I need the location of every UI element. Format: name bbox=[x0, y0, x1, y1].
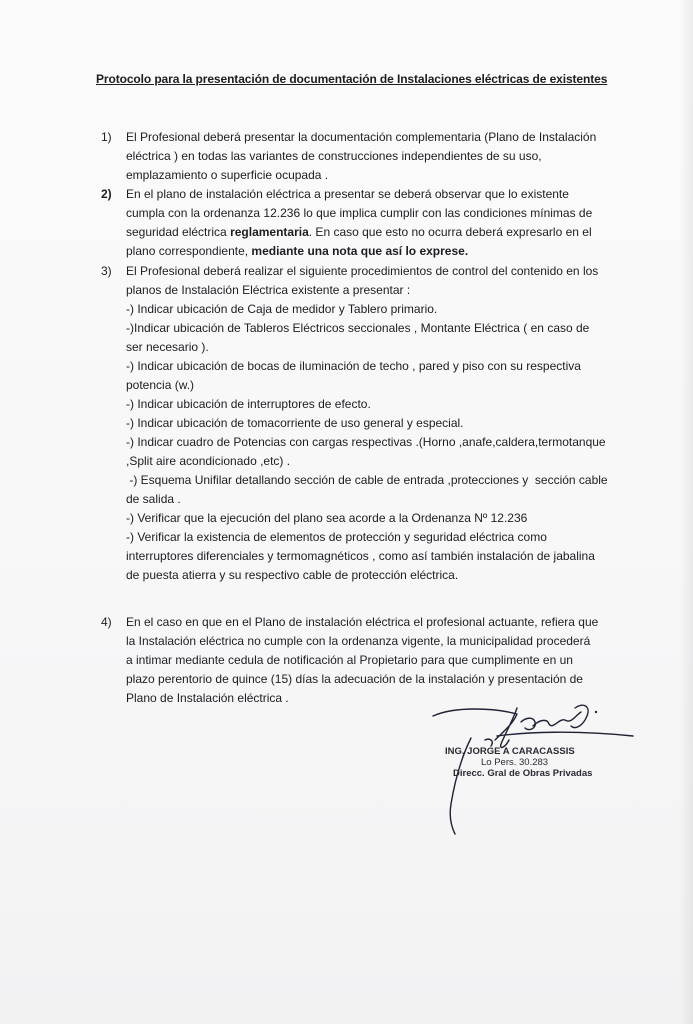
item-line: -) Esquema Unifilar detallando sección de cable de entrada ,protecciones y sección cable bbox=[126, 473, 608, 487]
item-line: cumpla con la ordenanza 12.236 lo que implica cumplir con las condiciones mínimas de bbox=[126, 206, 593, 220]
item-line: -) Indicar ubicación de interruptores de efecto. bbox=[126, 397, 371, 411]
item-line: potencia (w.) bbox=[126, 378, 195, 392]
signature-registration: Lo Pers. 30.283 bbox=[481, 757, 549, 768]
list-item-1 bbox=[101, 128, 606, 185]
item-line: El Profesional deberá presentar la documentación complementaria (Plano de Instalación bbox=[126, 130, 597, 144]
item-line: En el caso en que en el Plano de instalación eléctrica el profesional actuante, refiera que bbox=[126, 615, 599, 629]
item-body bbox=[126, 613, 606, 708]
item-line: -) Indicar ubicación de bocas de iluminación de techo , pared y piso con su respectiva bbox=[126, 359, 581, 373]
item-body bbox=[126, 262, 606, 585]
document-title: Protocolo para la presentación de documentación de Instalaciones eléctricas de existentes bbox=[96, 72, 608, 86]
item-line bbox=[126, 242, 606, 261]
item-bold-text: mediante una nota que así lo exprese. bbox=[251, 244, 469, 258]
item-text: seguridad eléctrica bbox=[126, 225, 231, 239]
signature-block bbox=[425, 700, 635, 840]
item-line: -) Indicar cuadro de Potencias con cargas respectivas .(Horno ,anafe,caldera,termotanque bbox=[126, 435, 606, 449]
item-line: a intimar mediante cedula de notificación al Propietario para que cumplimente en un bbox=[126, 653, 573, 667]
item-number: 3) bbox=[101, 264, 112, 278]
item-bold-text: reglamentaria bbox=[230, 225, 309, 239]
item-line: interruptores diferenciales y termomagnéticos , como así también instalación de jabalina bbox=[126, 549, 595, 563]
item-line: -) Indicar ubicación de Caja de medidor y Tablero primario. bbox=[126, 302, 438, 316]
item-line bbox=[126, 223, 606, 242]
item-line: de salida . bbox=[126, 492, 181, 506]
item-text: . En caso que esto no ocurra deberá expresarlo en el bbox=[308, 225, 592, 239]
item-line: la Instalación eléctrica no cumple con la ordenanza vigente, la municipalidad procederá bbox=[126, 634, 591, 648]
list-item-3 bbox=[101, 262, 606, 585]
item-line: plazo perentorio de quince (15) días la adecuación de la instalación y presentación de bbox=[126, 672, 583, 686]
item-line: -) Verificar la existencia de elementos de protección y seguridad eléctrica como bbox=[126, 530, 547, 544]
item-line: Plano de Instalación eléctrica . bbox=[126, 691, 289, 705]
item-body bbox=[126, 128, 606, 185]
item-number: 1) bbox=[101, 130, 112, 144]
item-number: 2) bbox=[101, 187, 112, 201]
item-number: 4) bbox=[101, 615, 112, 629]
item-line: -) Verificar que la ejecución del plano sea acorde a la Ordenanza Nº 12.236 bbox=[126, 511, 528, 525]
item-line: -) Indicar ubicación de tomacorriente de uso general y especial. bbox=[126, 416, 464, 430]
list-item-4 bbox=[101, 613, 606, 708]
item-line: de puesta atierra y su respectivo cable de protección eléctrica. bbox=[126, 568, 459, 582]
item-text: plano correspondiente, bbox=[126, 244, 252, 258]
item-line: planos de Instalación Eléctrica existente a presentar : bbox=[126, 283, 411, 297]
signature-name: ING. JORGE A CARACASSIS bbox=[445, 746, 575, 757]
item-line: emplazamiento o superficie ocupada . bbox=[126, 168, 329, 182]
list-item-2 bbox=[101, 185, 606, 261]
item-line: ,Split aire acondicionado ,etc) . bbox=[126, 454, 291, 468]
item-line: eléctrica ) en todas las variantes de construcciones independientes de su uso, bbox=[126, 149, 542, 163]
page-edge-shadow bbox=[679, 0, 693, 1024]
item-line: ser necesario ). bbox=[126, 340, 209, 354]
item-line: El Profesional deberá realizar el siguiente procedimientos de control del contenido en los bbox=[126, 264, 599, 278]
item-body bbox=[126, 185, 606, 261]
signature-office: Direcc. Gral de Obras Privadas bbox=[453, 768, 593, 779]
item-line: -)Indicar ubicación de Tableros Eléctricos seccionales , Montante Eléctrica ( en caso de bbox=[126, 321, 590, 335]
item-line: En el plano de instalación eléctrica a presentar se deberá observar que lo existente bbox=[126, 187, 569, 201]
